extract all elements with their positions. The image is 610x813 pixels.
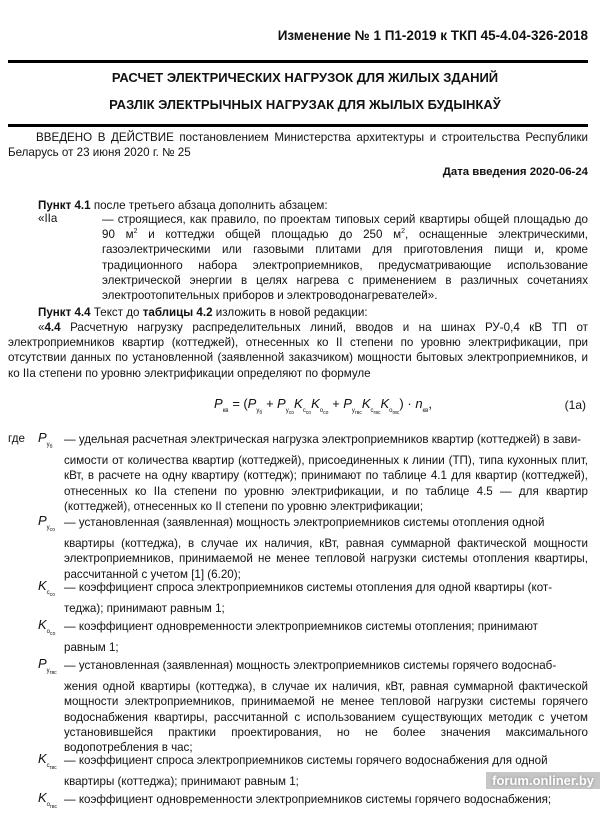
definition-continuation: квартиры (коттеджа); принимают равным 1; — [64, 775, 299, 789]
title-rule — [8, 124, 588, 127]
superscript: 2 — [401, 228, 406, 236]
category-iia-text — [102, 212, 588, 303]
header-rule — [8, 60, 588, 63]
definition-first-line: — коэффициент спроса электроприемников системы отопления для одной квартиры (кот- — [64, 581, 553, 594]
definition-first-line: — коэффициент одновременности электроприемников системы отопления; принимают — [64, 620, 538, 633]
definition-continuation: теджа); принимают равным 1; — [64, 602, 225, 616]
category-iia-label: «IIa — [38, 212, 58, 225]
definition-first-line: — коэффициент одновременности электроприемников системы горячего водоснабжения; — [64, 793, 552, 806]
clause-4-4-body-text: Расчетную нагрузку распределительных линий, вводов и на шинах РУ-0,4 кВ ТП от электроприемников квартир (коттеджей), отнесенных ко II степени по уровню электрификации, при отсутствии данных по установленной (заявленной заказчиком) мощности бытовых электроприемников, и ко IIa степени по уровню электрификации определяют по формуле — [8, 321, 588, 380]
clause-4-4 — [38, 305, 588, 320]
definition-text — [64, 792, 588, 813]
definition-text — [64, 432, 588, 514]
definition-continuation: симости от количества квартир (коттеджей), присоединенных к линии (ТП), типа кухонных плит, кВт, в расчете на одну квартиру (коттедж); принимают по таблице 4.1 для квартир (коттеджей), отнесенных ко IIa степени по уровню электрификации, и по таблице 4.5 — для квартир (коттеджей), отнесенных ко II степени по уровню электрификации; — [64, 454, 588, 513]
definition-text — [64, 580, 588, 616]
clause-4-4-body-label: 4.4 — [44, 321, 61, 334]
iia-text-part: и коттеджи общей площадью до 250 м — [137, 228, 402, 242]
definition-symbol: $P_{у_б}$ — [38, 430, 53, 450]
iia-text-part: , оснащенные электрическими, газоэлектрическими или газовыми плитами для приготовления пищи и, кроме традиционного набора электроприемников, предусматривающие использование электрической энергии в целях нагрева с применением в различных сочетаниях электроотопительных приборов и электроводонагревателей». — [102, 228, 589, 303]
clause-4-4-text: изложить в новой редакции: — [212, 306, 368, 319]
definition-symbol: $K_{с_{гвс}}$ — [38, 751, 57, 771]
definition-symbol: $K_{о_{со}}$ — [38, 617, 56, 637]
title-belarusian: РАЗЛІК ЭЛЕКТРЫЧНЫХ НАГРУЗАК ДЛЯ ЖЫЛЫХ БУДЫНКАЎ — [109, 97, 501, 112]
clause-4-4-body — [8, 320, 588, 381]
formula-1a: $P_{кв} = (P_{у_б} + P_{у_{со}}K_{с_{со}}K_{о_{со}} + P_{у_{гвс}}K_{с_{гвс}}K_{о_{гвс}}) \cdot n_{кв}$, — [214, 396, 432, 416]
quote-mark: « — [38, 321, 45, 334]
clause-4-4-text: Текст до — [90, 306, 143, 319]
definition-continuation: квартиры (коттеджа), в случае их наличия, кВт, равная суммарной фактической мощности электроприемников, принимаемой не менее тепловой нагрузки системы отопления квартиры, рассчитанной с учетом [1] (6.20); — [64, 537, 588, 581]
definition-symbol: $P_{у_{со}}$ — [38, 513, 56, 533]
effective-date: Дата введения 2020-06-24 — [442, 166, 588, 178]
intro-paragraph: ВВЕДЕНО В ДЕЙСТВИЕ постановлением Министерства архитектуры и строительства Республики Беларусь от 23 июня 2020 г. № 25 — [8, 131, 588, 160]
clause-4-4-label: Пункт 4.4 — [38, 306, 91, 319]
clause-4-1-label: Пункт 4.1 — [38, 199, 91, 212]
definition-text — [64, 619, 588, 655]
document-reference: Изменение № 1 П1-2019 к ТКП 45-4.04-326-2018 — [277, 28, 588, 43]
title-russian: РАСЧЕТ ЭЛЕКТРИЧЕСКИХ НАГРУЗОК ДЛЯ ЖИЛЫХ ЗДАНИЙ — [111, 70, 499, 85]
definition-text — [64, 658, 588, 755]
definition-first-line: — удельная расчетная электрическая нагрузка электроприемников квартир (коттеджей) в зави- — [64, 433, 582, 446]
definition-continuation: жения одной квартиры (коттеджа), в случае их наличия, кВт, равная суммарной фактической мощности электроприемников, принимаемой не менее тепловой нагрузки системы горячего водоснабжения квартиры, рассчитанной с использованием существующих методик с учетом установившейся практики проектирования, но не более значения максимального водопотребления в час; — [64, 680, 588, 755]
definition-first-line: — установленная (заявленная) мощность электроприемников системы отопления одной — [64, 516, 545, 529]
table-reference: таблицы 4.2 — [142, 306, 213, 319]
clause-4-1-text: после третьего абзаца дополнить абзацем: — [90, 199, 328, 212]
definition-symbol: $P_{у_{гвс}}$ — [38, 656, 57, 676]
iia-text-part: — строящиеся, как правило, по проектам типовых серий квартиры общей площадью до 90 м — [102, 213, 588, 242]
definition-symbol: $K_{с_{со}}$ — [38, 578, 56, 598]
definition-symbol: $K_{о_{гвс}}$ — [38, 790, 57, 810]
superscript: 2 — [133, 228, 138, 236]
where-label: где — [8, 432, 25, 445]
definition-continuation: равным 1; — [64, 641, 119, 655]
definition-text — [64, 515, 588, 582]
definition-first-line: — коэффициент спроса электроприемников системы горячего водоснабжения для одной — [64, 754, 548, 767]
clause-4-1 — [38, 198, 588, 213]
equation-number: (1а) — [564, 398, 586, 412]
definition-first-line: — установленная (заявленная) мощность электроприемников системы горячего водоснаб- — [64, 659, 557, 672]
watermark: forum.onliner.by — [486, 772, 600, 789]
